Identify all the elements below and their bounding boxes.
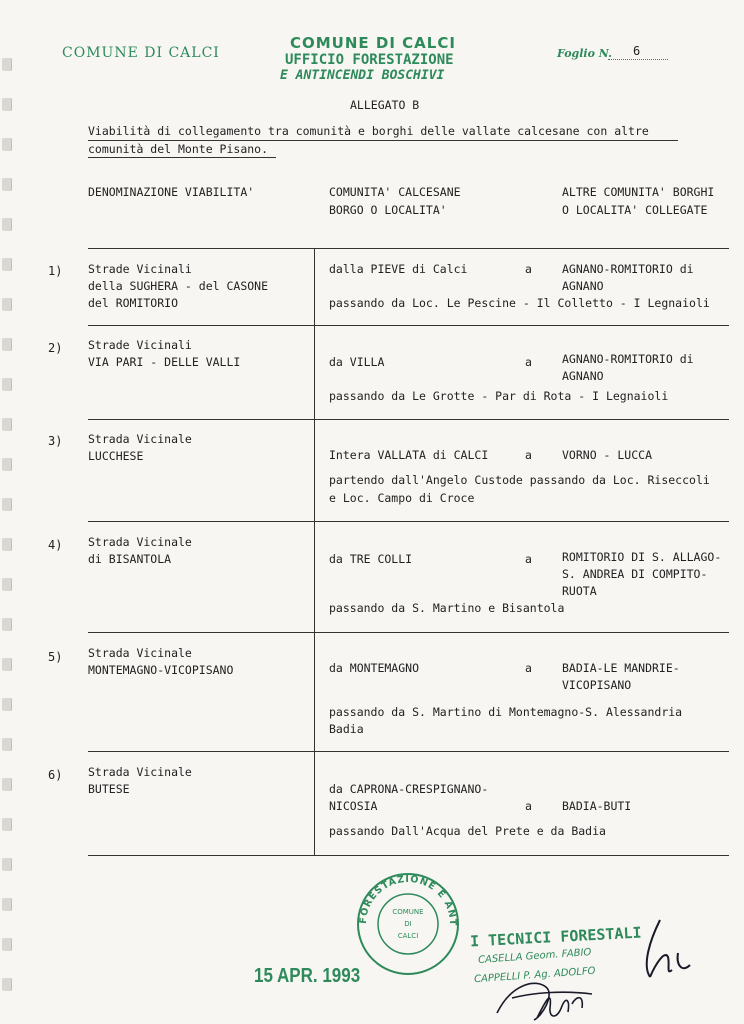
row-name-line: Strade Vicinali [88, 262, 192, 276]
foglio-underline [608, 59, 668, 60]
row-via-line: partendo dall'Angelo Custode passando da Loc. Riseccoli [329, 473, 710, 487]
foglio-number: 6 [633, 44, 641, 58]
table-rule [88, 855, 729, 856]
table-rule [88, 632, 729, 633]
row-via-line: e Loc. Campo di Croce [329, 491, 475, 505]
column-header-comunita-line1: COMUNITA' CALCESANE [329, 185, 461, 199]
row-number: 3) [48, 434, 63, 448]
date-stamp: 15 APR. 1993 [254, 965, 361, 987]
column-header-altre-line2: O LOCALITA' COLLEGATE [562, 203, 708, 217]
row-via-line: Badia [329, 722, 364, 736]
row-to-line: BADIA-LE MANDRIE- [562, 661, 680, 675]
allegato-title: ALLEGATO B [350, 98, 420, 112]
table-rule [88, 248, 729, 249]
signature-2 [492, 968, 602, 1024]
row-number: 1) [48, 264, 63, 278]
subject-line2: comunità del Monte Pisano. [88, 142, 269, 156]
row-to-line: ROMITORIO DI S. ALLAGO- [562, 550, 722, 564]
row-a: a [525, 355, 532, 369]
row-number: 4) [48, 538, 63, 552]
foglio-label: Foglio N. [557, 47, 612, 60]
column-header-comunita-line2: BORGO O LOCALITA' [329, 203, 447, 217]
row-via-line: passando da Le Grotte - Par di Rota - I Legnaioli [329, 389, 669, 403]
row-from: dalla PIEVE di Calci [329, 262, 468, 276]
row-to-line: AGNANO-ROMITORIO di [562, 352, 694, 366]
row-number: 6) [48, 768, 63, 782]
subject-line1: Viabilità di collegamento tra comunità e borghi delle vallate calcesane con altre [88, 124, 649, 138]
row-to-line: AGNANO [562, 279, 604, 293]
row-name-line: LUCCHESE [88, 449, 144, 463]
subject-underline2 [88, 157, 276, 158]
binding-edge [0, 30, 22, 1024]
row-number: 5) [48, 650, 63, 664]
row-from: Intera VALLATA di CALCI [329, 448, 489, 462]
round-stamp-inner-line3: CALCI [397, 932, 419, 940]
table-column-divider [314, 249, 315, 855]
row-to-line: VICOPISANO [562, 678, 632, 692]
row-a: a [525, 552, 532, 566]
center-stamp-line1: COMUNE DI CALCI [290, 34, 456, 52]
tecnico-2: CAPPELLI P. Ag. ADOLFO [473, 965, 596, 986]
row-from: da VILLA [329, 355, 385, 369]
row-name-line: MONTEMAGNO-VICOPISANO [88, 663, 234, 677]
round-stamp-outer-text: FORESTAZIONE E ANT [357, 873, 459, 927]
center-stamp-line3: E ANTINCENDI BOSCHIVI [280, 68, 445, 83]
row-number: 2) [48, 341, 63, 355]
row-via-line: passando da Loc. Le Pescine - Il Colletto - I Legnaioli [329, 296, 710, 310]
row-name-line: della SUGHERA - del CASONE [88, 279, 269, 293]
round-stamp-graphic [348, 866, 468, 976]
row-name-line: di BISANTOLA [88, 552, 172, 566]
row-name-line: Strada Vicinale [88, 646, 192, 660]
row-to-line: AGNANO [562, 369, 604, 383]
column-header-altre-line1: ALTRE COMUNITA' BORGHI [562, 185, 715, 199]
row-name-line: Strade Vicinali [88, 338, 192, 352]
table-rule [88, 419, 729, 420]
row-a: a [525, 799, 532, 813]
tecnici-title: I TECNICI FORESTALI [469, 923, 642, 951]
tecnico-1: CASELLA Geom. FABIO [477, 947, 592, 966]
row-to-line: S. ANDREA DI COMPITO- [562, 567, 708, 581]
row-from: da TRE COLLI [329, 552, 413, 566]
row-to-line: AGNANO-ROMITORIO di [562, 262, 694, 276]
round-stamp [348, 866, 468, 976]
row-name-line: del ROMITORIO [88, 296, 179, 310]
row-name-line: Strada Vicinale [88, 432, 192, 446]
row-to-line: RUOTA [562, 584, 597, 598]
row-via-line: passando da S. Martino di Montemagno-S. Alessandria [329, 705, 683, 719]
row-to-line: VORNO - LUCCA [562, 448, 653, 462]
row-from-line2: NICOSIA [329, 799, 378, 813]
round-stamp-inner-line1: COMUNE [392, 908, 424, 916]
table-rule [88, 325, 729, 326]
row-name-line: Strada Vicinale [88, 535, 192, 549]
row-to-line: BADIA-BUTI [562, 799, 632, 813]
left-stamp: COMUNE DI CALCI [62, 45, 220, 61]
row-a: a [525, 262, 532, 276]
row-via-line: passando Dall'Acqua del Prete e da Badia [329, 824, 606, 838]
center-stamp-line2: UFFICIO FORESTAZIONE [285, 52, 454, 68]
row-name-line: VIA PARI - DELLE VALLI [88, 355, 241, 369]
row-name-line: Strada Vicinale [88, 765, 192, 779]
row-a: a [525, 661, 532, 675]
column-header-denominazione: DENOMINAZIONE VIABILITA' [88, 185, 255, 199]
row-from: da CAPRONA-CRESPIGNANO- [329, 782, 489, 796]
row-name-line: BUTESE [88, 782, 130, 796]
row-via-line: passando da S. Martino e Bisantola [329, 601, 565, 615]
row-a: a [525, 448, 532, 462]
signature-1 [620, 915, 700, 985]
subject-underline1 [88, 140, 678, 141]
row-from: da MONTEMAGNO [329, 661, 420, 675]
round-stamp-inner-line2: DI [404, 920, 412, 928]
table-rule [88, 521, 729, 522]
table-rule [88, 751, 729, 752]
